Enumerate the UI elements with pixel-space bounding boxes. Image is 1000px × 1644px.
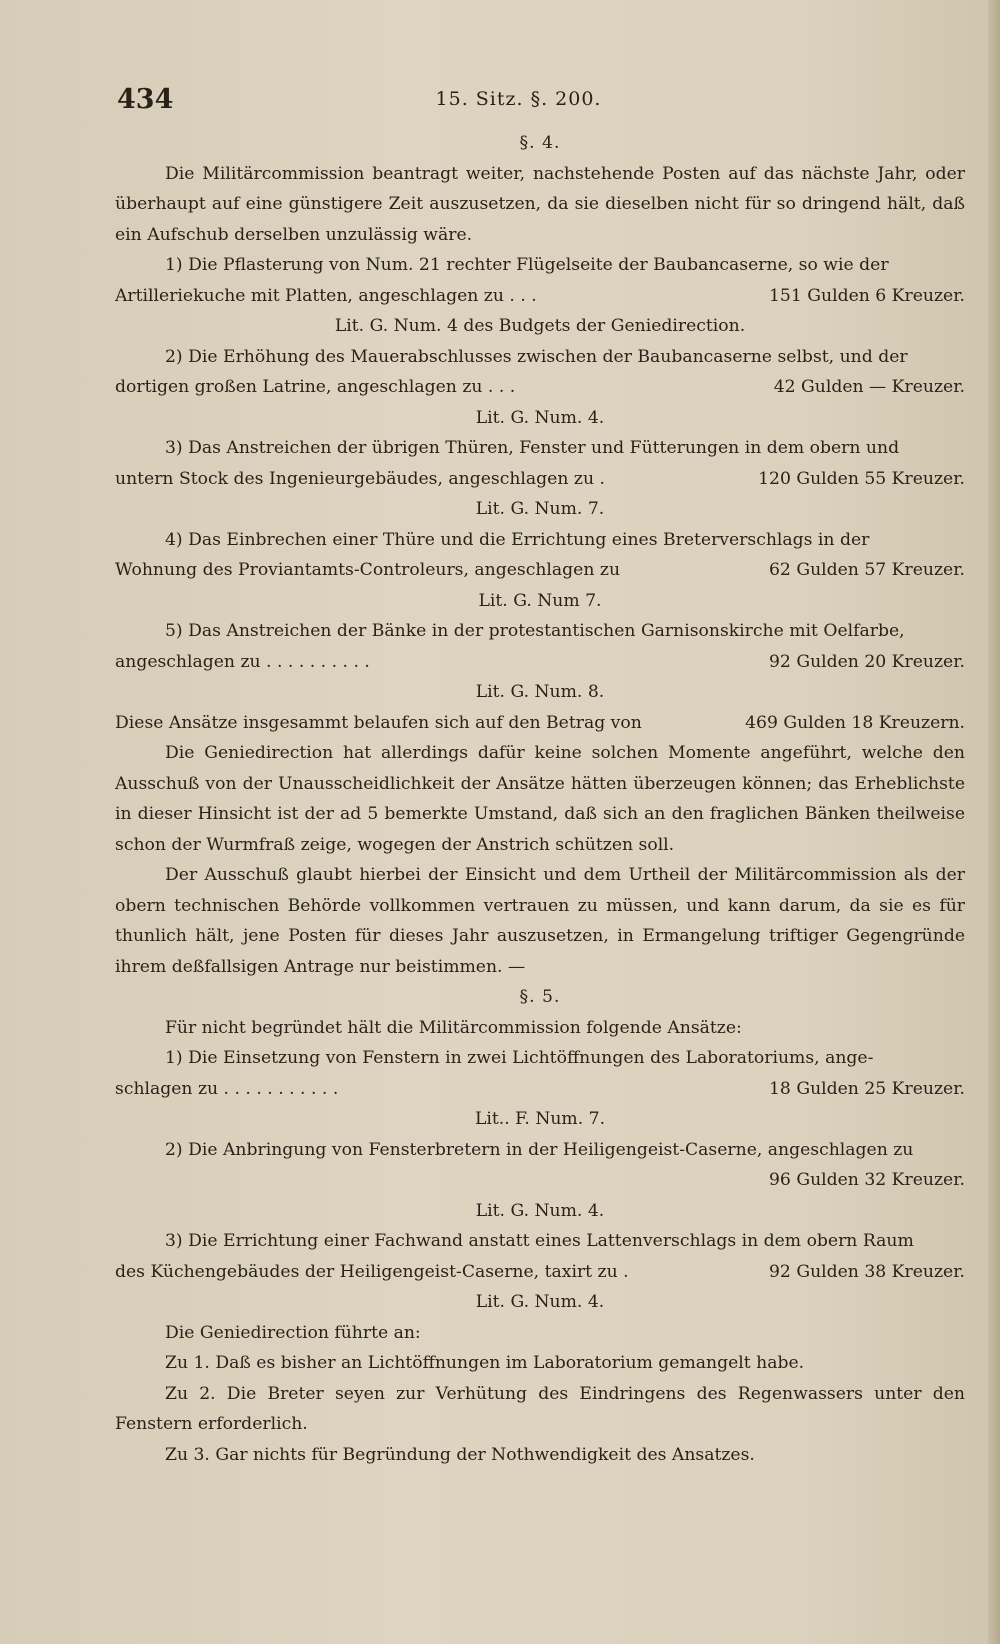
sum-line bbox=[115, 708, 965, 739]
item-4-cont: Wohnung des Proviantamts-Controleurs, angeschlagen zu bbox=[115, 560, 621, 580]
item-b1-amount: 18 Gulden 25 Kreuzer. bbox=[769, 1078, 965, 1099]
paragraph-geniedirection: Die Geniedirection hat allerdings dafür keine solchen Momente angeführt, welche den Ausschuß von der Unausscheidlichkeit der Ansätze hätten überzeugen können; das Erheblichste in dieser Hinsicht ist der ad 5 bemerkte Umstand, daß sich an den fraglichen Bänken theilweise schon der Wurmfraß zeige, wogegen der Anstrich schützen soll. bbox=[115, 743, 965, 855]
item-4-amount: 62 Gulden 57 Kreuzer. bbox=[769, 560, 965, 580]
item-1-text: 1) Die Pflasterung von Num. 21 rechter Flügelseite der Baubancaserne, so wie der bbox=[165, 255, 889, 275]
item-1-reference: Lit. G. Num. 4 des Budgets der Geniedirection. bbox=[334, 316, 746, 336]
item-1-amount-line bbox=[115, 281, 965, 312]
item-3-text: 3) Das Anstreichen der übrigen Thüren, Fenster und Fütterungen in dem obern und bbox=[165, 438, 900, 458]
item-b2-reference: Lit. G. Num. 4. bbox=[475, 1200, 605, 1221]
item-2-amount: 42 Gulden — Kreuzer. bbox=[773, 377, 965, 397]
page-number: 434 bbox=[117, 84, 174, 115]
item-3-amount-line bbox=[115, 464, 965, 495]
item-b3-amount: 92 Gulden 38 Kreuzer. bbox=[769, 1261, 965, 1282]
item-b1-amount-line bbox=[115, 1074, 965, 1105]
item-1-cont: Artilleriekuche mit Platten, angeschlagen zu . . . bbox=[115, 285, 537, 306]
paragraph-intro-5: Für nicht begründet hält die Militärcommission folgende Ansätze: bbox=[165, 1017, 742, 1038]
item-3-amount: 120 Gulden 55 Kreuzer. bbox=[758, 468, 965, 489]
item-2-amount-line bbox=[115, 372, 965, 403]
item-3-cont: untern Stock des Ingenieurgebäudes, angeschlagen zu . bbox=[115, 468, 605, 489]
sum-text: Diese Ansätze insgesammt belaufen sich auf den Betrag von bbox=[115, 712, 642, 733]
page-header bbox=[117, 84, 920, 118]
zu-2: Zu 2. Die Breter seyen zur Verhütung des Eindringens des Regenwassers unter den Fenstern erforderlich. bbox=[115, 1383, 965, 1434]
item-3-reference: Lit. G. Num. 7. bbox=[475, 499, 605, 519]
item-b1-reference: Lit.. F. Num. 7. bbox=[474, 1109, 606, 1129]
item-5-reference: Lit. G. Num. 8. bbox=[475, 682, 605, 702]
sum-amount: 469 Gulden 18 Kreuzern. bbox=[745, 712, 965, 733]
section-heading-4: §. 4. bbox=[519, 133, 561, 153]
item-b3-text: 3) Die Errichtung einer Fachwand anstatt eines Lattenverschlags in dem obern Raum bbox=[165, 1231, 914, 1251]
item-5-amount-line bbox=[115, 647, 965, 678]
item-4-amount-line bbox=[115, 555, 965, 586]
item-5-text: 5) Das Anstreichen der Bänke in der protestantischen Garnisonskirche mit Oelfarbe, bbox=[165, 621, 905, 641]
page-body bbox=[115, 128, 965, 1470]
item-b3-amount-line bbox=[115, 1257, 965, 1288]
zu-3: Zu 3. Gar nichts für Begründung der Nothwendigkeit des Ansatzes. bbox=[165, 1444, 755, 1465]
item-2-text: 2) Die Erhöhung des Mauerabschlusses zwischen der Baubancaserne selbst, und der bbox=[165, 346, 908, 367]
section-heading-5: §. 5. bbox=[519, 987, 561, 1007]
item-5-cont: angeschlagen zu . . . . . . . . . . bbox=[115, 651, 370, 672]
item-b2-amount: 96 Gulden 32 Kreuzer. bbox=[769, 1170, 965, 1190]
paragraph-intro-4: Die Militärcommission beantragt weiter, nachstehende Posten auf das nächste Jahr, oder überhaupt auf eine günstigere Zeit auszusetzen, da sie dieselben nicht für so dringend hält, daß ein Aufschub derselben unzulässig wäre. bbox=[115, 163, 965, 245]
item-b2-text: 2) Die Anbringung von Fensterbretern in der Heiligengeist-Caserne, angeschlagen zu bbox=[165, 1139, 914, 1160]
item-b1-text: 1) Die Einsetzung von Fenstern in zwei Lichtöffnungen des Laboratoriums, ange- bbox=[165, 1048, 874, 1068]
item-1-amount: 151 Gulden 6 Kreuzer. bbox=[769, 285, 965, 306]
item-b3-cont: des Küchengebäudes der Heiligengeist-Caserne, taxirt zu . bbox=[115, 1261, 629, 1282]
page-edge bbox=[988, 0, 1000, 1644]
item-5-amount: 92 Gulden 20 Kreuzer. bbox=[769, 651, 965, 672]
item-b3-reference: Lit. G. Num. 4. bbox=[475, 1292, 605, 1312]
paragraph-ausschuss: Der Ausschuß glaubt hierbei der Einsicht und dem Urtheil der Militärcommission als der obern technischen Behörde vollkommen vertrauen zu müssen, und kann darum, da sie es für thunlich hält, jene Posten für dieses Jahr auszusetzen, in Ermangelung triftiger Gegengründe ihrem deßfallsigen Antrage nur beistimmen. — bbox=[115, 865, 965, 977]
paragraph-fuehrte-an: Die Geniedirection führte an: bbox=[165, 1322, 421, 1343]
zu-1: Zu 1. Daß es bisher an Lichtöffnungen im Laboratorium gemangelt habe. bbox=[165, 1353, 805, 1373]
item-4-reference: Lit. G. Num 7. bbox=[478, 590, 602, 611]
running-title: 15. Sitz. §. 200. bbox=[435, 88, 602, 110]
item-2-cont: dortigen großen Latrine, angeschlagen zu . . . bbox=[115, 377, 516, 397]
item-4-text: 4) Das Einbrechen einer Thüre und die Errichtung eines Breterverschlags in der bbox=[165, 529, 870, 550]
item-b1-cont: schlagen zu . . . . . . . . . . . bbox=[115, 1078, 339, 1099]
item-2-reference: Lit. G. Num. 4. bbox=[475, 407, 605, 428]
